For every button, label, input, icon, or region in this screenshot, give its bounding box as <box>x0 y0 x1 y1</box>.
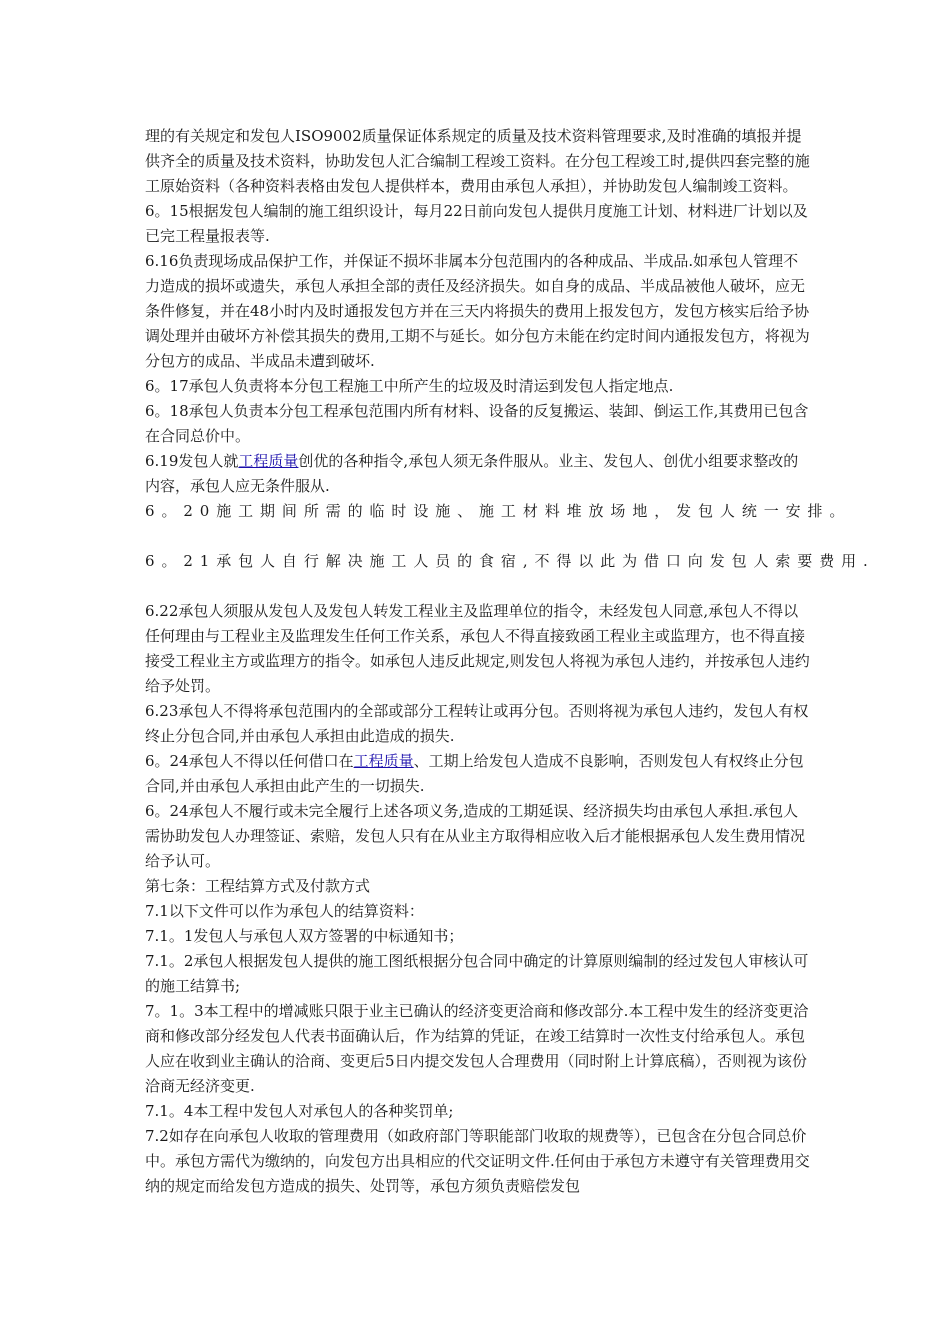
paragraph-6-24-a-start: 6。24承包人不得以任何借口在 <box>145 752 354 770</box>
paragraph-7-1-1: 7.1。1发包人与承包人双方签署的中标通知书； <box>145 927 464 945</box>
paragraph-7-1-3: 7。1。3本工程中的增减账只限于业主已确认的经济变更洽商和修改部分.本工程中发生的经济变更洽商和修改部分经发包人代表书面确认后，作为结算的凭证，在竣工结算时一次性支付给承包人。承包人应在收到业主确认的洽商、变更后5日内提交发包人合理费用（同时附上计算底稿），否则视为该份洽商无经济变更. <box>145 1002 809 1095</box>
paragraph-6-19-start: 6.19发包人就 <box>145 452 239 470</box>
paragraph-6-18: 6。18承包人负责本分包工程承包范围内所有材料、设备的反复搬运、装卸、倒运工作,其费用已包含在合同总价中。 <box>145 402 809 445</box>
paragraph-6-19-end: 创优的各种指令,承包人须无条件服从。业主、发包人、创优小组要求整改的内容，承包人应无条件服从. <box>145 452 799 495</box>
paragraph-6-21: 6。21承包人自行解决施工人员的食宿,不得以此为借口向发包人索要费用. <box>145 552 875 570</box>
paragraph-6-17: 6。17承包人负责将本分包工程施工中所产生的垃圾及时清运到发包人指定地点. <box>145 377 674 395</box>
paragraph-6-22: 6.22承包人须服从发包人及发包人转发工程业主及监理单位的指令，未经发包人同意,承包人不得以任何理由与工程业主及监理发生任何工作关系，承包人不得直接致函工程业主或监理方，也不得直接接受工程业主方或监理方的指令。如承包人违反此规定,则发包人将视为承包人违约，并按承包人违约给予处罚。 <box>145 602 810 695</box>
paragraph-7-1-2: 7.1。2承包人根据发包人提供的施工图纸根据分包合同中确定的计算原则编制的经过发包人审核认可的施工结算书; <box>145 952 809 995</box>
paragraph-7-1-4: 7.1。4本工程中发包人对承包人的各种奖罚单; <box>145 1102 454 1120</box>
paragraph-6-20: 6。20施工期间所需的临时设施、施工材料堆放场地，发包人统一安排。 <box>145 502 852 520</box>
paragraph-6-23: 6.23承包人不得将承包范围内的全部或部分工程转让或再分包。否则将视为承包人违约，发包人有权终止分包合同,并由承包人承担由此造成的损失. <box>145 702 809 745</box>
document-body <box>145 124 875 1199</box>
paragraph-6-15: 6。15根据发包人编制的施工组织设计，每月22日前向发包人提供月度施工计划、材料进厂计划以及已完工程量报表等. <box>145 202 808 245</box>
paragraph-6-24-a <box>145 749 810 799</box>
paragraph-6-16: 6.16负责现场成品保护工作，并保证不损坏非属本分包范围内的各种成品、半成品.如承包人管理不力造成的损坏或遗失，承包人承担全部的责任及经济损失。如自身的成品、半成品被他人破坏，应无条件修复，并在48小时内及时通报发包方并在三天内将损失的费用上报发包方，发包方核实后给予协调处理并由破坏方补偿其损失的费用,工期不与延长。如分包方未能在约定时间内通报发包方，将视为分包方的成品、半成品未遭到破坏. <box>145 252 810 370</box>
blank-line <box>145 574 810 599</box>
section-heading-article-7: 第七条：工程结算方式及付款方式 <box>145 877 371 895</box>
engineering-quality-link[interactable]: 工程质量 <box>238 452 299 470</box>
paragraph-6-24-a-end: 、工期上给发包人造成不良影响，否则发包人有权终止分包合同,并由承包人承担由此产生的一切损失. <box>145 752 804 795</box>
blank-line <box>145 524 810 549</box>
paragraph-quality-docs: 理的有关规定和发包人ISO9002质量保证体系规定的质量及技术资料管理要求,及时准确的填报并提供齐全的质量及技术资料，协助发包人汇合编制工程竣工资料。在分包工程竣工时,提供四套完整的施工原始资料（各种资料表格由发包人提供样本，费用由承包人承担），并协助发包人编制竣工资料。 <box>145 127 810 195</box>
engineering-quality-link[interactable]: 工程质量 <box>353 752 414 770</box>
paragraph-7-2: 7.2如存在向承包人收取的管理费用（如政府部门等职能部门收取的规费等），已包含在分包合同总价中。承包方需代为缴纳的，向发包方出具相应的代交证明文件.任何由于承包方未遵守有关管理费用交纳的规定而给发包方造成的损失、处罚等，承包方须负责赔偿发包 <box>145 1127 810 1195</box>
paragraph-7-1: 7.1以下文件可以作为承包人的结算资料： <box>145 902 424 920</box>
paragraph-6-19 <box>145 449 810 499</box>
paragraph-6-24-b: 6。24承包人不履行或未完全履行上述各项义务,造成的工期延误、经济损失均由承包人承担.承包人需协助发包人办理签证、索赔，发包人只有在从业主方取得相应收入后才能根据承包人发生费用情况给予认可。 <box>145 802 806 870</box>
